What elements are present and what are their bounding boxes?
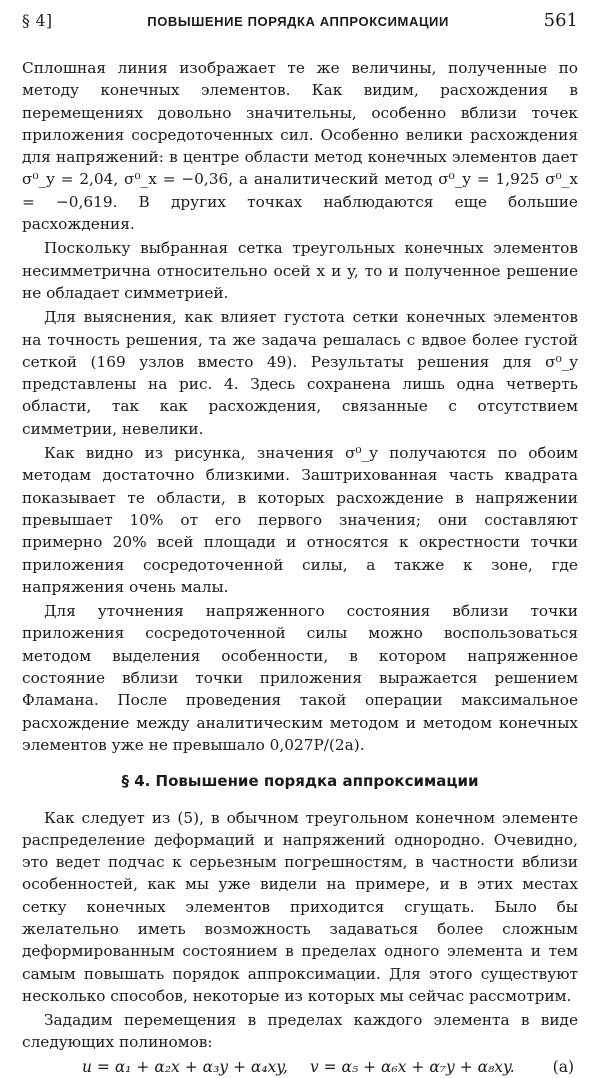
header-chapter-title: ПОВЫШЕНИЕ ПОРЯДКА АППРОКСИМАЦИИ (147, 14, 449, 29)
book-page (22, 10, 578, 1076)
formula-v: v = α₅ + α₆x + α₇y + α₈xy. (309, 1057, 515, 1076)
page-number: 561 (543, 10, 578, 31)
formula-u: u = α₁ + α₂x + α₃y + α₄xy, (82, 1057, 288, 1076)
paragraph-4: Как видно из рисунка, значения σ⁰_y получаются по обоим методам достаточно близкими. Заштрихованная часть квадрата показывает те области, в которых расхождение в напряжении превышает 10% от его первого значения; они составляют примерно 20% всей площади и относятся к окрестности точки приложения сосредоточенной силы, а также к зоне, где напряжения очень малы. (22, 444, 578, 596)
page-body (22, 57, 578, 1078)
paragraph-7: Зададим перемещения в пределах каждого элемента в виде следующих полиномов: (22, 1011, 578, 1052)
paragraph-6: Как следует из (5), в обычном треугольном конечном элементе распределение деформаций и напряжений однородно. Очевидно, это ведет подчас к серьезным погрешностям, в частности вблизи особенностей, как мы уже видели на примере, и в этих местах сетку конечных элементов приходится сгущать. Было бы желательно иметь возможность задаваться более сложным деформированным состоянием в пределах одного элемента и тем самым повышать порядок аппроксимации. Для этого существуют несколько способов, некоторые из которых мы сейчас рассмотрим. (22, 808, 578, 1005)
section-heading: § 4. Повышение порядка аппроксимации (121, 772, 479, 791)
formula-equations (82, 1056, 515, 1078)
paragraph-5: Для уточнения напряженного состояния вблизи точки приложения сосредоточенной силы можно воспользоваться методом выделения особенности, в котором напряженное состояние вблизи точки приложения выражается решением Фламана. После проведения такой операции максимальное расхождение между аналитическим методом и методом конечных элементов уже не превышало 0,027P/(2a). (22, 602, 578, 754)
displacement-formula (22, 1056, 578, 1078)
header-section-ref: § 4] (22, 12, 53, 30)
paragraph-3: Для выяснения, как влияет густота сетки конечных элементов на точность решения, та же задача решалась с вдвое более густой сеткой (169 узлов вместо 49). Результаты решения для σ⁰_y представлены на рис. 4. Здесь сохранена лишь одна четверть области, так как расхождения, связанные с отсутствием симметрии, невелики. (22, 308, 578, 438)
paragraph-1: Сплошная линия изображает те же величины, полученные по методу конечных элементов. Как видим, расхождения в перемещениях довольно значительны, особенно вблизи точек приложения сосредоточенных сил. Особенно велики расхождения для напряжений: в центре области метод конечных элементов дает σ⁰_y = 2,04, σ⁰_x = −0,36, а аналитический метод σ⁰_y = 1,925 σ⁰_x = −0,619. В других точках наблюдаются еще большие расхождения. (22, 59, 578, 234)
running-head (22, 10, 578, 40)
paragraph-2: Поскольку выбранная сетка треугольных конечных элементов несимметрична относительно осей x и y, то и полученное решение не обладает симметрией. (22, 239, 578, 302)
formula-label: (a) (552, 1057, 574, 1076)
